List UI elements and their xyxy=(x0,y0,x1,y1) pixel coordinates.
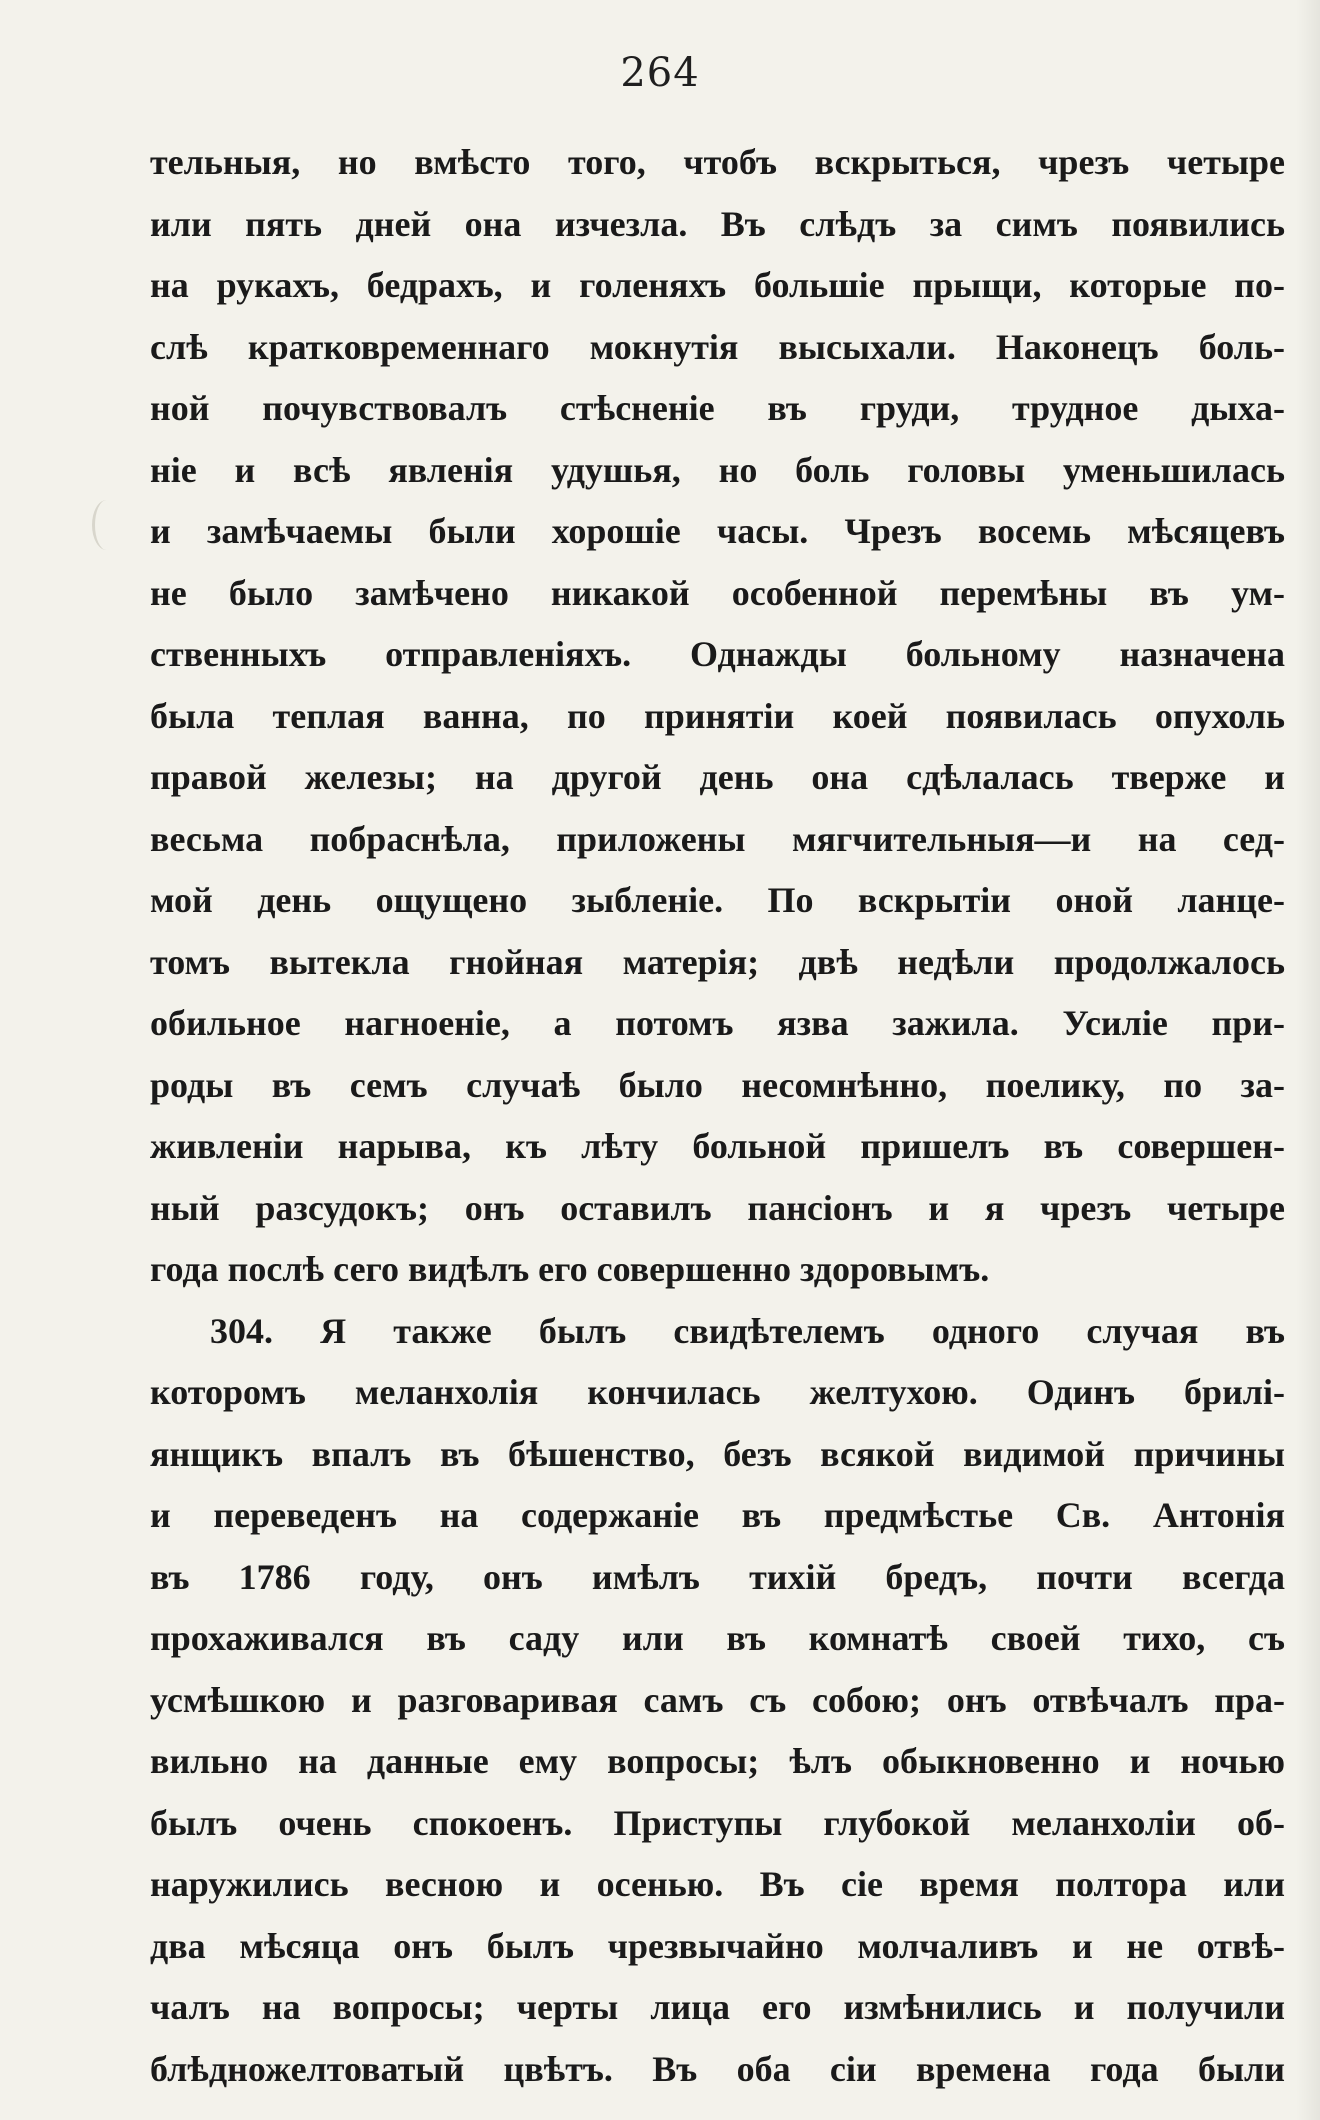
text-line: которомъ меланхолія кончилась желтухою. Одинъ брилі- xyxy=(150,1372,1285,1412)
text-line: чалъ на вопросы; черты лица его измѣнились и получили xyxy=(150,1987,1285,2027)
text-line: тельныя, но вмѣсто того, чтобъ вскрыться, чрезъ четыре xyxy=(150,142,1285,182)
text-line: весьма побраснѣла, приложены мягчительныя—и на сед- xyxy=(150,818,1285,859)
text-line: роды въ семъ случаѣ было несомнѣнно, поелику, по за- xyxy=(150,1064,1285,1105)
text-line: ный разсудокъ; онъ оставилъ пансіонъ и я чрезъ четыре xyxy=(150,1187,1285,1228)
text-line: мой день ощущено зыбленіе. По вскрытіи оной ланце- xyxy=(150,880,1285,920)
paragraph-1 xyxy=(150,132,1285,1301)
text-line: прохаживался въ саду или въ комнатѣ своей тихо, съ xyxy=(150,1618,1285,1658)
text-line: ніе и всѣ явленія удушья, но боль головы уменьшилась xyxy=(150,449,1285,490)
text-line: былъ очень спокоенъ. Приступы глубокой меланхоліи об- xyxy=(150,1802,1285,1843)
text-line: вильно на данные ему вопросы; ѣлъ обыкновенно и ночью xyxy=(150,1741,1285,1781)
page-edge-shadow xyxy=(1296,0,1320,2120)
text-line: живленіи нарыва, къ лѣту больной пришелъ въ совершен- xyxy=(150,1126,1285,1166)
text-line: два мѣсяца онъ былъ чрезвычайно молчаливъ и не отвѣ- xyxy=(150,1925,1285,1966)
text-line: блѣдножелтоватый цвѣтъ. Въ оба сіи времена года были xyxy=(150,2048,1285,2089)
text-line: томъ вытекла гнойная матерія; двѣ недѣли продолжалось xyxy=(150,941,1285,982)
text-line: ственныхъ отправленіяхъ. Однажды больному назначена xyxy=(150,634,1285,674)
page-number: 264 xyxy=(620,50,700,96)
page-text xyxy=(150,132,1285,2100)
page-smudge xyxy=(92,500,121,550)
text-line: или пять дней она изчезла. Въ слѣдъ за симъ появились xyxy=(150,203,1285,244)
text-line: ной почувствовалъ стѣсненіе въ груди, трудное дыха- xyxy=(150,388,1285,428)
text-line: на рукахъ, бедрахъ, и голеняхъ большіе прыщи, которые по- xyxy=(150,265,1285,305)
paragraph-2 xyxy=(150,1301,1285,2101)
text-line: была теплая ванна, по принятіи коей появилась опухоль xyxy=(150,695,1285,736)
text-line: обильное нагноеніе, а потомъ язва зажила. Усиліе при- xyxy=(150,1003,1285,1043)
text-line: и замѣчаемы были хорошіе часы. Чрезъ восемь мѣсяцевъ xyxy=(150,511,1285,551)
text-line: и переведенъ на содержаніе въ предмѣстье Св. Антонія xyxy=(150,1495,1285,1535)
text-line: янщикъ впалъ въ бѣшенство, безъ всякой видимой причины xyxy=(150,1433,1285,1474)
text-line: наружились весною и осенью. Въ сіе время полтора или xyxy=(150,1864,1285,1904)
text-line: въ 1786 году, онъ имѣлъ тихій бредъ, почти всегда xyxy=(150,1556,1285,1597)
text-line: года послѣ сего видѣлъ его совершенно здоровымъ. xyxy=(150,1249,990,1289)
text-line: слѣ кратковременнаго мокнутія высыхали. Наконецъ боль- xyxy=(150,326,1285,367)
text-line: усмѣшкою и разговаривая самъ съ собою; онъ отвѣчалъ пра- xyxy=(150,1679,1285,1720)
text-line: 304. Я также былъ свидѣтелемъ одного случая въ xyxy=(210,1310,1285,1351)
text-line: не было замѣчено никакой особенной перемѣны въ ум- xyxy=(150,572,1285,613)
text-line: правой железы; на другой день она сдѣлалась тверже и xyxy=(150,757,1285,797)
